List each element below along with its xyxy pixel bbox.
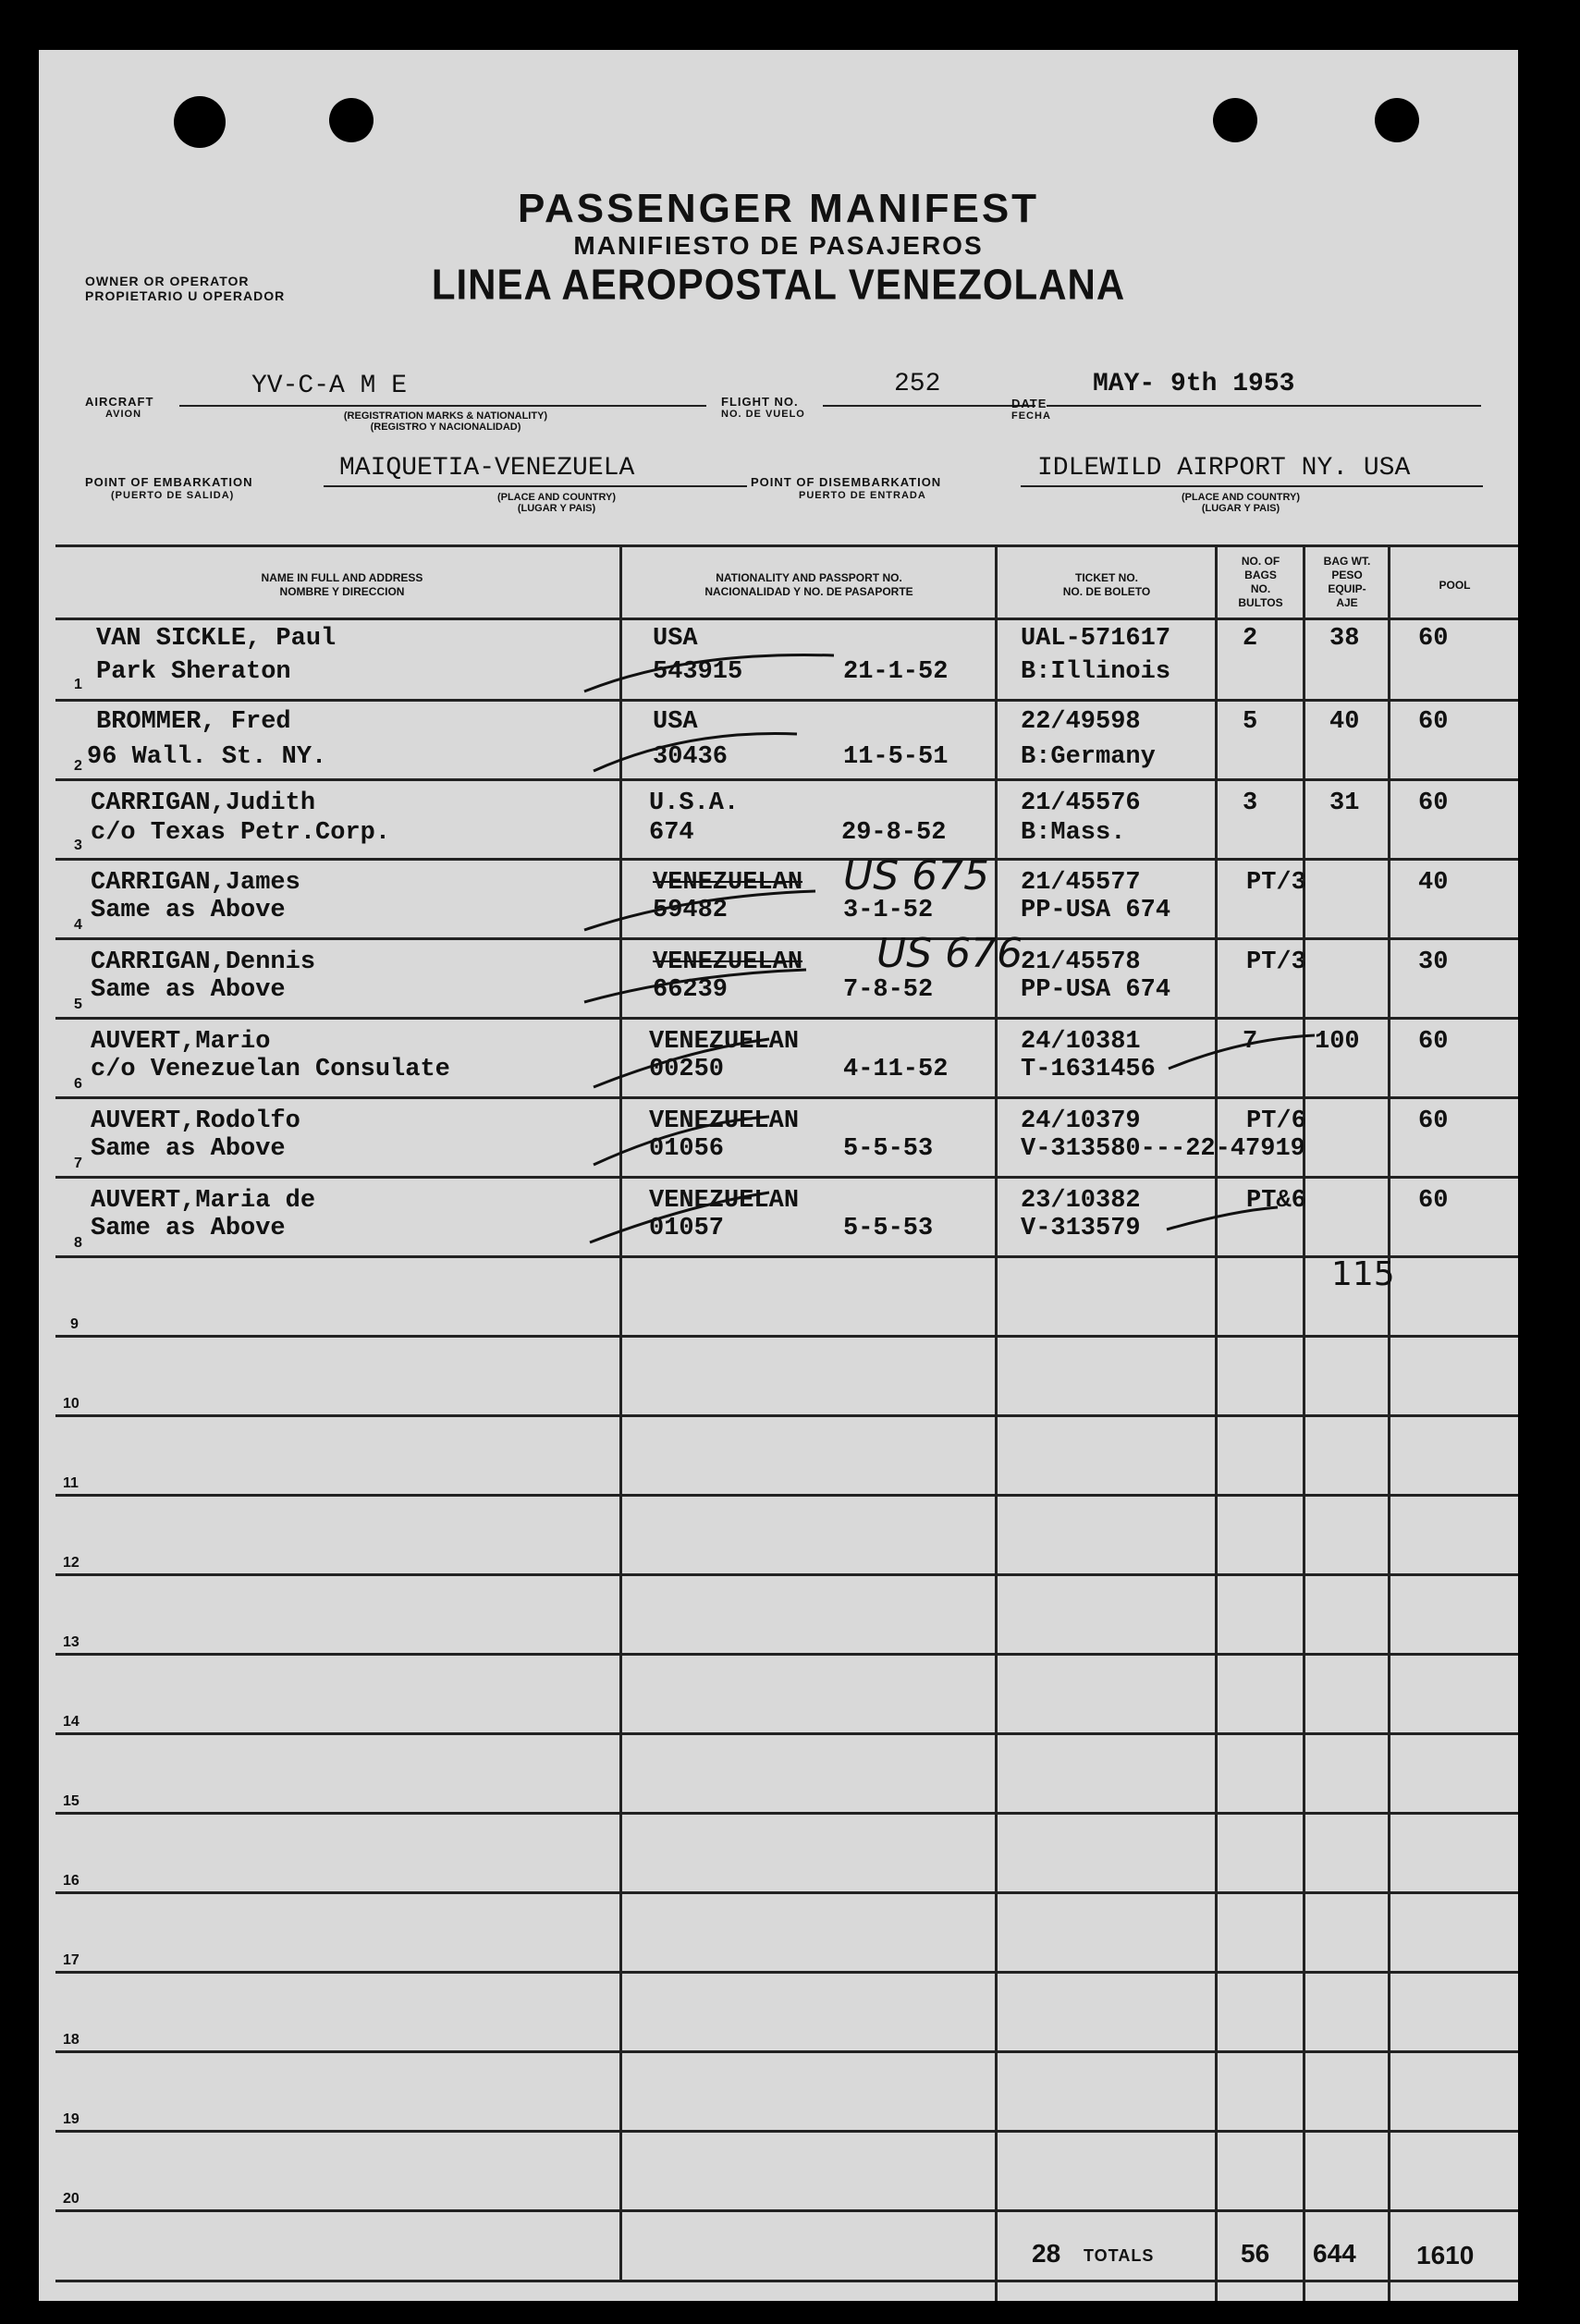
passport-no: 00250 [649, 1056, 725, 1083]
passenger-address: Same as Above [91, 976, 286, 1004]
pool-value: 60 [1418, 789, 1449, 817]
row-number: 1 [74, 677, 82, 692]
nationality: VENEZUELAN [649, 1028, 800, 1056]
pool-value: 60 [1418, 1187, 1449, 1215]
bag-count: 2 [1243, 625, 1258, 653]
flight-number: 252 [894, 370, 941, 398]
bag-weight: 38 [1329, 625, 1360, 653]
row-number: 16 [63, 1873, 80, 1889]
passport-date: 4-11-52 [843, 1056, 949, 1083]
manifest-sheet [39, 50, 1518, 2301]
ticket-note: B:Mass. [1021, 819, 1126, 847]
date-label: DATE [1011, 397, 1047, 410]
passport-date: 11-5-51 [843, 743, 949, 771]
airline-name: LINEA AEROPOSTAL VENEZOLANA [431, 260, 1126, 309]
passenger-address: Same as Above [91, 1215, 286, 1242]
row-number: 15 [63, 1793, 80, 1809]
bag-weight: 40 [1329, 708, 1360, 736]
ticket-note: B:Germany [1021, 743, 1156, 771]
aircraft-value: YV-C-A M E [251, 372, 408, 400]
passenger-name: VAN SICKLE, Paul [96, 625, 337, 653]
passenger-name: CARRIGAN,James [91, 869, 300, 897]
pool-value: 40 [1418, 869, 1449, 897]
totals-bags: 56 [1241, 2239, 1270, 2268]
ticket-note: V-313580---22-47919 [1021, 1135, 1305, 1163]
row-number: 14 [63, 1714, 80, 1730]
nationality-struck: VENEZUELAN [653, 948, 803, 976]
bag-count: PT/6 [1246, 1107, 1306, 1135]
row-number: 19 [63, 2111, 80, 2127]
passenger-name: AUVERT,Mario [91, 1028, 271, 1056]
passport-date: 3-1-52 [843, 897, 934, 924]
passport-date: 7-8-52 [843, 976, 934, 1004]
nationality: U.S.A. [649, 789, 740, 817]
flight-label-es: NO. DE VUELO [721, 409, 805, 420]
bag-count: PT&6 [1246, 1187, 1306, 1215]
ticket-note: V-313579 [1021, 1215, 1141, 1242]
pen-strokes [39, 50, 1518, 2301]
ticket-no: 23/10382 [1021, 1187, 1141, 1215]
passenger-address: 96 Wall. St. NY. [87, 743, 327, 771]
page-title-es: MANIFIESTO DE PASAJEROS [573, 231, 984, 260]
passport-date: 21-1-52 [843, 658, 949, 686]
ticket-note: PP-USA 674 [1021, 976, 1171, 1004]
handwritten-weight-subtotal: 115 [1331, 1255, 1395, 1293]
flight-label: FLIGHT NO. [721, 395, 799, 409]
col-header-bag-weight: BAG WT. PESO EQUIP- AJE [1323, 555, 1371, 609]
totals-weight: 644 [1313, 2239, 1356, 2268]
passport-no: 01056 [649, 1135, 725, 1163]
totals-label: TOTALS [1084, 2246, 1155, 2265]
bag-count: 7 [1243, 1028, 1258, 1056]
row-number: 7 [74, 1156, 82, 1171]
page-title: PASSENGER MANIFEST [517, 186, 1040, 231]
passport-date: 29-8-52 [841, 819, 947, 847]
row-number: 8 [74, 1235, 82, 1251]
pool-value: 60 [1418, 1107, 1449, 1135]
embark-label: POINT OF EMBARKATION [85, 475, 253, 489]
bag-count: 3 [1243, 789, 1258, 817]
passport-no: 01057 [649, 1215, 725, 1242]
aircraft-label: AIRCRAFT [85, 395, 154, 409]
row-number: 6 [74, 1076, 82, 1092]
row-number: 5 [74, 997, 82, 1012]
row-number: 13 [63, 1634, 80, 1650]
col-header-ticket: TICKET NO. NO. DE BOLETO [1062, 571, 1151, 598]
row-number: 4 [74, 917, 82, 933]
passenger-address: Same as Above [91, 897, 286, 924]
passport-no: 59482 [653, 897, 729, 924]
row-number: 17 [63, 1952, 80, 1968]
col-header-bags: NO. OF BAGS NO. BULTOS [1238, 555, 1283, 609]
embark-label-es: (PUERTO DE SALIDA) [111, 490, 235, 501]
embark-value: MAIQUETIA-VENEZUELA [339, 454, 635, 483]
passport-no: 66239 [653, 976, 729, 1004]
row-number: 9 [70, 1316, 79, 1332]
disembark-value: IDLEWILD AIRPORT NY. USA [1037, 454, 1411, 483]
col-header-name: NAME IN FULL AND ADDRESS NOMBRE Y DIRECCION [261, 571, 423, 598]
col-header-pool: POOL [1439, 579, 1471, 592]
nationality: VENEZUELAN [649, 1107, 800, 1135]
row-number: 2 [74, 758, 82, 774]
passenger-name: CARRIGAN,Judith [91, 789, 316, 817]
ticket-note: PP-USA 674 [1021, 897, 1171, 924]
passport-no: 543915 [653, 658, 743, 686]
pool-value: 60 [1418, 708, 1449, 736]
passport-date: 5-5-53 [843, 1135, 934, 1163]
row-number: 20 [63, 2191, 80, 2207]
passenger-name: AUVERT,Rodolfo [91, 1107, 300, 1135]
bag-weight: 31 [1329, 789, 1360, 817]
disembark-sublabel: (PLACE AND COUNTRY) (LUGAR Y PAIS) [1181, 492, 1301, 514]
row-number: 3 [74, 838, 82, 853]
disembark-label-es: PUERTO DE ENTRADA [799, 490, 926, 501]
handwritten-nationality: US 676 [876, 930, 1023, 977]
passenger-address: Park Sheraton [96, 658, 291, 686]
owner-label: OWNER OR OPERATOR PROPIETARIO U OPERADOR [85, 274, 286, 303]
ticket-note: T-1631456 [1021, 1056, 1156, 1083]
date-label-es: FECHA [1011, 410, 1051, 422]
totals-pool: 1610 [1416, 2241, 1475, 2269]
handwritten-nationality: US 675 [843, 852, 990, 899]
pool-value: 60 [1418, 1028, 1449, 1056]
ticket-no: 24/10379 [1021, 1107, 1141, 1135]
col-header-nationality: NATIONALITY AND PASSPORT NO. NACIONALIDAD Y NO. DE PASAPORTE [704, 571, 913, 598]
ticket-no: 21/45576 [1021, 789, 1141, 817]
passenger-name: CARRIGAN,Dennis [91, 948, 316, 976]
bag-count: PT/3 [1246, 948, 1306, 976]
bag-count: 5 [1243, 708, 1258, 736]
ticket-no: 21/45577 [1021, 869, 1141, 897]
ticket-note: B:Illinois [1021, 658, 1171, 686]
ticket-no: 21/45578 [1021, 948, 1141, 976]
pool-value: 60 [1418, 625, 1449, 653]
passenger-name: AUVERT,Maria de [91, 1187, 316, 1215]
embark-sublabel: (PLACE AND COUNTRY) (LUGAR Y PAIS) [496, 492, 617, 514]
row-number: 18 [63, 2032, 80, 2048]
nationality: USA [653, 708, 698, 736]
passport-no: 674 [649, 819, 694, 847]
passport-no: 30436 [653, 743, 729, 771]
pool-value: 30 [1418, 948, 1449, 976]
bag-count: PT/3 [1246, 869, 1306, 897]
ticket-no: 24/10381 [1021, 1028, 1141, 1056]
flight-date: MAY- 9th 1953 [1093, 370, 1295, 398]
row-number: 12 [63, 1555, 80, 1571]
disembark-label: POINT OF DISEMBARKATION [751, 475, 942, 489]
row-number: 11 [63, 1475, 79, 1491]
passenger-name: BROMMER, Fred [96, 708, 291, 736]
totals-count: 28 [1032, 2239, 1061, 2268]
ticket-no: UAL-571617 [1021, 625, 1171, 653]
nationality: VENEZUELAN [649, 1187, 800, 1215]
nationality-struck: VENEZUELAN [653, 869, 803, 897]
passenger-address: c/o Venezuelan Consulate [91, 1056, 450, 1083]
nationality: USA [653, 625, 698, 653]
registration-sublabel: (REGISTRATION MARKS & NATIONALITY) (REGISTRO Y NACIONALIDAD) [343, 410, 548, 433]
aircraft-label-es: AVION [105, 409, 142, 420]
row-number: 10 [63, 1396, 80, 1412]
bag-weight: 100 [1315, 1028, 1360, 1056]
passenger-address: Same as Above [91, 1135, 286, 1163]
ticket-no: 22/49598 [1021, 708, 1141, 736]
passport-date: 5-5-53 [843, 1215, 934, 1242]
passenger-address: c/o Texas Petr.Corp. [91, 819, 391, 847]
